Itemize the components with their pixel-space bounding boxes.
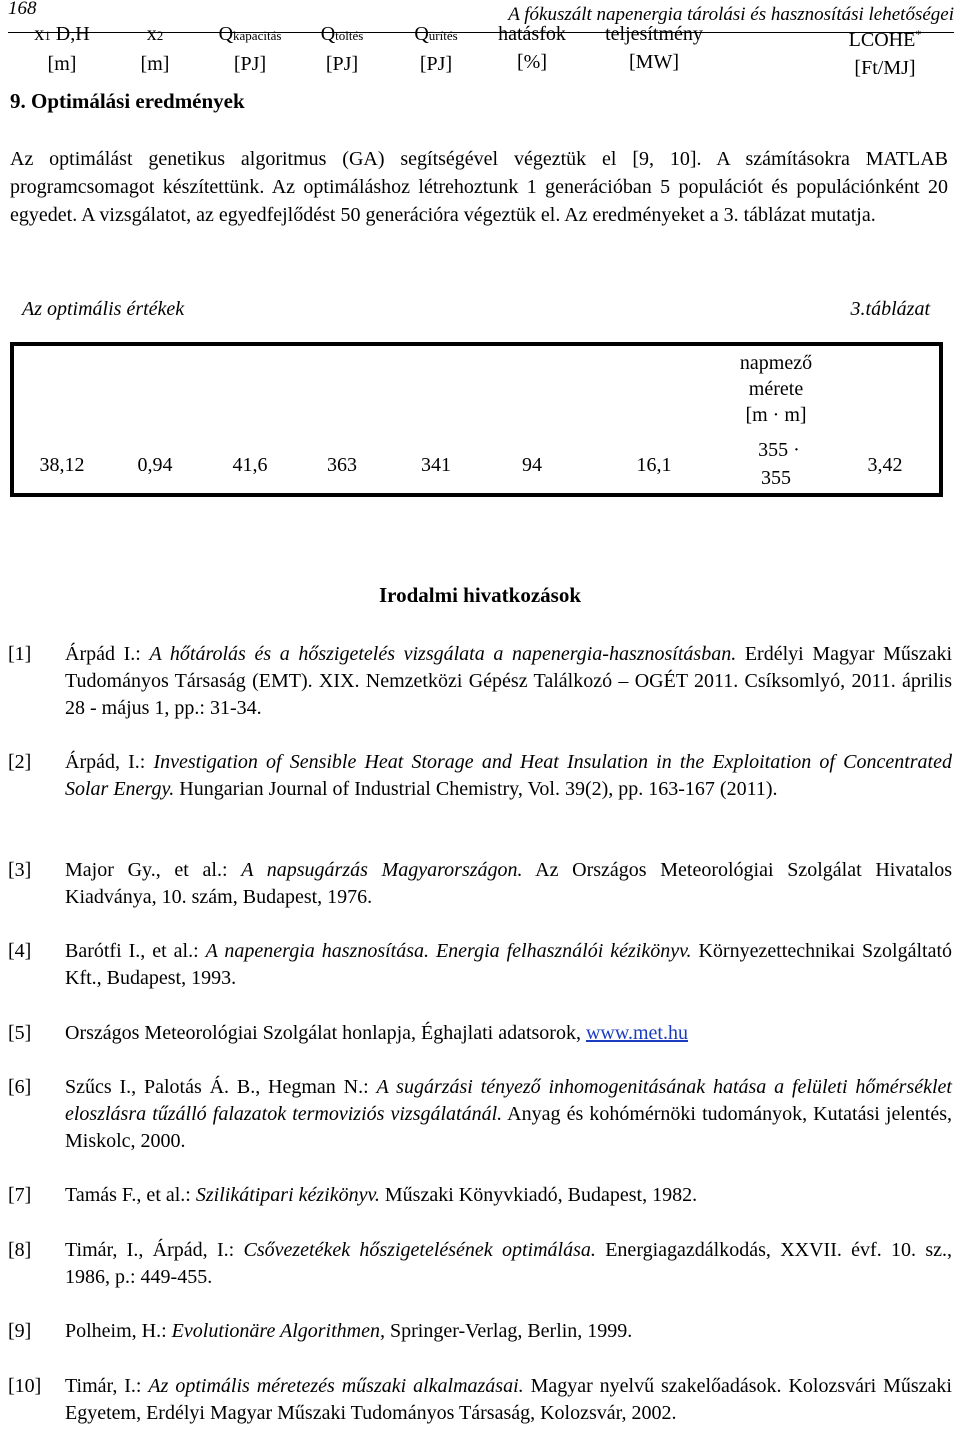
intro-paragraph: Az optimálást genetikus algoritmus (GA) segítségével végeztük el [9, 10]. A számításokra MATLAB programcsomagot készítettünk. Az optimáláshoz létrehoztunk 1 generációban 5 populációt és populációnként 20 egyedet. A vizsgálatot, az egyedfejlődést 50 generációra végeztük el. Az eredményeket a 3. táblázat mutatja. [10,148,948,226]
reference-item: [2] Árpád, I.: Investigation of Sensible Heat Storage and Heat Insulation in the Exploitation of Concentrated Solar Energy. Hungarian Journal of Industrial Chemistry, Vol. 39(2), pp. 163-167 (2011). [8,751,952,800]
value-q-kapacitas: 41,6 [232,454,268,476]
header-napmezo: napmező mérete [m · m] [739,352,813,426]
reference-item: [5] Országos Meteorológiai Szolgálat honlapja, Éghajlati adatsorok, www.met.hu [8,1022,688,1044]
header-lcohe: LCOHE* [Ft/MJ] [848,27,922,79]
reference-item: [6] Szűcs I., Palotás Á. B., Hegman N.: A sugárzási tényező inhomogenitásának hatása a felületi hőmérséklet eloszlásra tűzálló falazatok termoviziós vizsgálatánál. Anyag és kohómérnöki tudományok, Kutatási jelentés, Miskolc, 2000. [8,1076,952,1152]
header-teljesitmeny: teljesítmény [MW] [605,23,703,73]
page-number: 168 [8,0,37,19]
running-title: A fókuszált napenergia tárolási és hasznosítási lehetőségei [508,4,954,25]
reference-item: [1] Árpád I.: A hőtárolás és a hőszigetelés vizsgálata a napenergia-hasznosításban. Erdélyi Magyar Műszaki Tudományos Társaság (EMT). XIX. Nemzetközi Gépész Találkozó – OGÉT 2011. Csíksomlyó, 2011. április 28 - május 1, pp.: 31-34. [8,643,952,719]
reference-item: [4] Barótfi I., et al.: A napenergia hasznosítása. Energia felhasználói kézikönyv. Környezettechnikai Szolgáltató Kft., Budapest, 1993. [8,940,953,989]
reference-item: [10] Timár, I.: Az optimális méretezés műszaki alkalmazásai. Magyar nyelvű szakelőadások. Kolozsvári Műszaki Egyetem, Erdélyi Magyar Műszaki Tudományos Társaság, Kolozsvár, 2002. [8,1375,952,1424]
reference-item: [9] Polheim, H.: Evolutionäre Algorithmen, Springer-Verlag, Berlin, 1999. [8,1320,633,1342]
references-title: Irodalmi hivatkozások [378,583,582,607]
section-title: 9. Optimálási eredmények [10,89,245,113]
value-hatasfok: 94 [522,454,542,476]
met-hu-link[interactable]: www.met.hu [585,1022,688,1044]
value-q-urites: 341 [421,454,451,476]
value-napmezo-line1: 355 · [758,439,800,461]
header-q-toltes: Qtöltés [PJ] [320,23,364,75]
header-x2: x2 [m] [140,23,170,75]
value-lcohe: 3,42 [867,454,903,476]
value-teljesitmeny: 16,1 [636,454,672,476]
value-x2: 0,94 [137,454,173,476]
table-label: 3.táblázat [850,298,930,320]
value-napmezo-line2: 355 [761,467,791,489]
reference-item: [8] Timár, I., Árpád, I.: Csővezetékek hőszigetelésének optimálása. Energiagazdálkodás, XXVII. évf. 10. sz., 1986, p.: 449-455. [8,1239,952,1288]
header-q-urites: Qürítés [PJ] [414,23,458,75]
value-x1: 38,12 [39,454,85,476]
reference-item: [3] Major Gy., et al.: A napsugárzás Magyarországon. Az Országos Meteorológiai Szolgálat Hivatalos Kiadványa, 10. szám, Budapest, 1976. [8,859,953,908]
reference-item: [7] Tamás F., et al.: Szilikátipari kézikönyv. Műszaki Könyvkiadó, Budapest, 1982. [8,1184,698,1206]
value-q-toltes: 363 [327,454,357,476]
header-q-kapacitas: Qkapacitás [PJ] [218,23,282,75]
header-hatasfok: hatásfok [%] [498,23,566,73]
header-x1: x1 D,H [m] [34,23,90,75]
table-caption: Az optimális értékek [22,298,185,320]
